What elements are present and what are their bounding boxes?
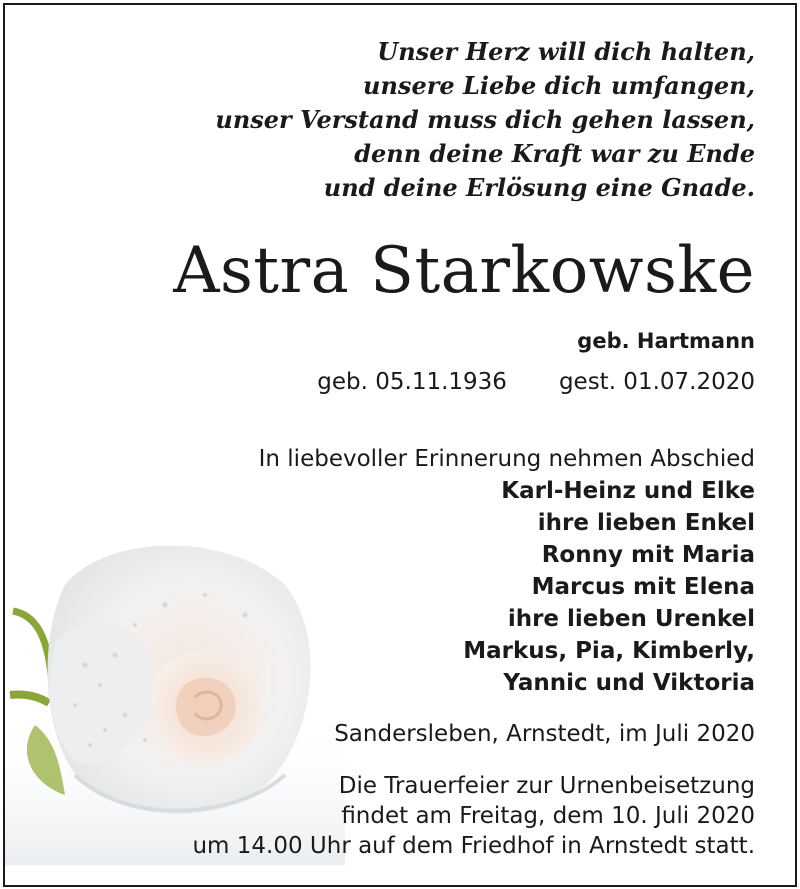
poem <box>215 35 755 205</box>
life-dates <box>317 369 755 395</box>
mourners-intro: In liebevoller Erinnerung nehmen Abschied <box>258 446 755 472</box>
maiden-name: geb. Hartmann <box>577 329 755 353</box>
poem-line: unser Verstand muss dich gehen lassen, <box>215 105 755 134</box>
poem-line: Unser Herz will dich halten, <box>377 37 755 66</box>
funeral-info <box>192 771 755 861</box>
mourner-line: Yannic und Viktoria <box>503 670 755 696</box>
mourner-line: ihre lieben Urenkel <box>507 606 755 632</box>
poem-line: denn deine Kraft war zu Ende <box>354 139 755 168</box>
mourners <box>259 443 755 699</box>
deceased-name: Astra Starkowske <box>173 234 755 308</box>
death-date: gest. 01.07.2020 <box>558 369 755 395</box>
mourner-line: ihre lieben Enkel <box>537 510 755 536</box>
funeral-line: um 14.00 Uhr auf dem Friedhof in Arnstedt statt. <box>192 833 755 859</box>
obituary-notice <box>3 3 797 887</box>
poem-line: unsere Liebe dich umfangen, <box>363 71 755 100</box>
mourner-line: Markus, Pia, Kimberly, <box>463 638 755 664</box>
place-date: Sandersleben, Arnstedt, im Juli 2020 <box>334 721 755 747</box>
birth-date: geb. 05.11.1936 <box>317 369 507 395</box>
funeral-line: findet am Freitag, dem 10. Juli 2020 <box>341 803 755 829</box>
mourner-line: Karl-Heinz und Elke <box>501 478 755 504</box>
mourner-line: Ronny mit Maria <box>541 542 755 568</box>
mourner-line: Marcus mit Elena <box>531 574 755 600</box>
poem-line: und deine Erlösung eine Gnade. <box>323 173 755 202</box>
funeral-line: Die Trauerfeier zur Urnenbeisetzung <box>338 773 755 799</box>
